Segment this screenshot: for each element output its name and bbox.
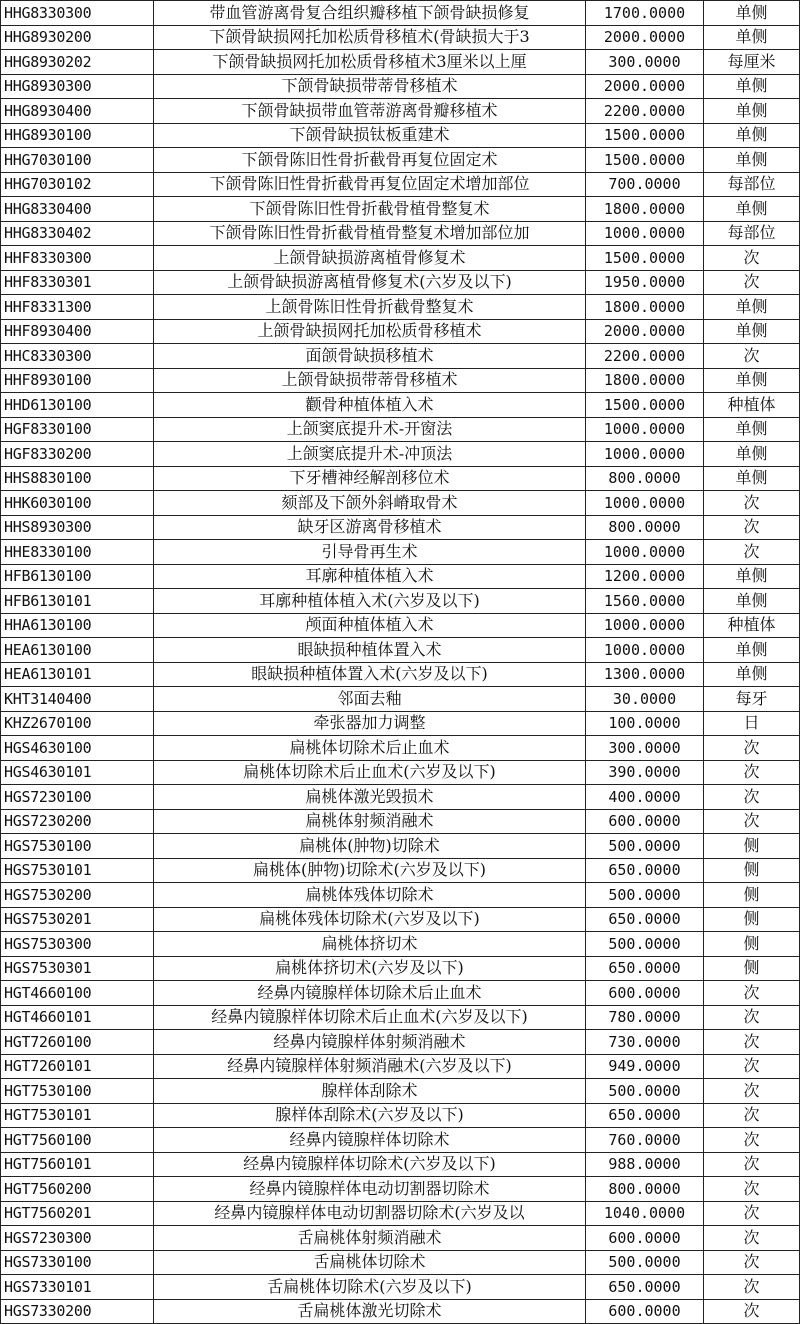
item-code-cell: HGT7260101	[1, 1054, 154, 1079]
item-code-cell: HHF8330300	[1, 246, 154, 271]
unit-cell: 次	[704, 1250, 800, 1275]
price-cell: 500.0000	[586, 834, 704, 859]
item-code-cell: HHK6030100	[1, 491, 154, 516]
item-code-cell: HGS7230200	[1, 809, 154, 834]
table-row	[1, 1152, 800, 1177]
price-cell: 1700.0000	[586, 1, 704, 26]
item-code-cell: HEA6130100	[1, 638, 154, 663]
table-row	[1, 221, 800, 246]
unit-cell: 侧	[704, 858, 800, 883]
unit-cell: 单侧	[704, 662, 800, 687]
unit-cell: 每部位	[704, 172, 800, 197]
item-name-cell: 上颌窦底提升术-开窗法	[154, 417, 586, 442]
price-cell: 100.0000	[586, 711, 704, 736]
price-cell: 1800.0000	[586, 368, 704, 393]
table-row	[1, 809, 800, 834]
item-code-cell: HGT7560200	[1, 1177, 154, 1202]
price-cell: 650.0000	[586, 907, 704, 932]
item-code-cell: HHD6130100	[1, 393, 154, 418]
unit-cell: 侧	[704, 883, 800, 908]
item-name-cell: 面颌骨缺损移植术	[154, 344, 586, 369]
item-code-cell: HHF8330301	[1, 270, 154, 295]
price-cell: 1500.0000	[586, 148, 704, 173]
table-row	[1, 1299, 800, 1324]
table-row	[1, 1103, 800, 1128]
table-row	[1, 197, 800, 222]
price-cell: 650.0000	[586, 956, 704, 981]
item-name-cell: 经鼻内镜腺样体切除术后止血术	[154, 981, 586, 1006]
item-code-cell: HHG8930202	[1, 50, 154, 75]
unit-cell: 侧	[704, 932, 800, 957]
table-row	[1, 540, 800, 565]
price-cell: 1200.0000	[586, 564, 704, 589]
price-cell: 30.0000	[586, 687, 704, 712]
item-name-cell: 邻面去釉	[154, 687, 586, 712]
item-name-cell: 缺牙区游离骨移植术	[154, 515, 586, 540]
price-cell: 700.0000	[586, 172, 704, 197]
unit-cell: 次	[704, 1030, 800, 1055]
item-name-cell: 经鼻内镜腺样体电动切割器切除术(六岁及以	[154, 1201, 586, 1226]
table-row	[1, 515, 800, 540]
table-row	[1, 1005, 800, 1030]
item-code-cell: HHG8930200	[1, 25, 154, 50]
unit-cell: 每牙	[704, 687, 800, 712]
price-cell: 650.0000	[586, 858, 704, 883]
price-cell: 2200.0000	[586, 344, 704, 369]
price-cell: 1040.0000	[586, 1201, 704, 1226]
table-row	[1, 981, 800, 1006]
item-code-cell: HGT7530100	[1, 1079, 154, 1104]
table-row	[1, 393, 800, 418]
table-row	[1, 638, 800, 663]
item-code-cell: HGS7230300	[1, 1226, 154, 1251]
table-row	[1, 74, 800, 99]
unit-cell: 次	[704, 1299, 800, 1324]
item-name-cell: 扁桃体(肿物)切除术(六岁及以下)	[154, 858, 586, 883]
price-cell: 1000.0000	[586, 638, 704, 663]
table-row	[1, 1030, 800, 1055]
table-row	[1, 1, 800, 26]
price-cell: 390.0000	[586, 760, 704, 785]
item-name-cell: 经鼻内镜腺样体射频消融术	[154, 1030, 586, 1055]
price-cell: 1000.0000	[586, 540, 704, 565]
unit-cell: 单侧	[704, 564, 800, 589]
item-name-cell: 下颌骨缺损钛板重建术	[154, 123, 586, 148]
table-row	[1, 368, 800, 393]
unit-cell: 次	[704, 1103, 800, 1128]
table-row	[1, 1177, 800, 1202]
item-code-cell: HHG7030100	[1, 148, 154, 173]
item-name-cell: 颏部及下颌外斜嵴取骨术	[154, 491, 586, 516]
unit-cell: 单侧	[704, 123, 800, 148]
item-code-cell: HGF8330100	[1, 417, 154, 442]
table-row	[1, 1079, 800, 1104]
item-name-cell: 舌扁桃体切除术	[154, 1250, 586, 1275]
item-name-cell: 扁桃体残体切除术(六岁及以下)	[154, 907, 586, 932]
item-name-cell: 腺样体刮除术	[154, 1079, 586, 1104]
item-code-cell: HGS7330200	[1, 1299, 154, 1324]
price-cell: 500.0000	[586, 883, 704, 908]
unit-cell: 单侧	[704, 1, 800, 26]
item-code-cell: HGS7530100	[1, 834, 154, 859]
table-row	[1, 1226, 800, 1251]
item-name-cell: 舌扁桃体射频消融术	[154, 1226, 586, 1251]
item-code-cell: HGF8330200	[1, 442, 154, 467]
table-row	[1, 1128, 800, 1153]
unit-cell: 侧	[704, 907, 800, 932]
item-code-cell: HGT7560101	[1, 1152, 154, 1177]
item-name-cell: 舌扁桃体切除术(六岁及以下)	[154, 1275, 586, 1300]
unit-cell: 次	[704, 760, 800, 785]
price-cell: 1500.0000	[586, 123, 704, 148]
price-cell: 1950.0000	[586, 270, 704, 295]
item-name-cell: 扁桃体(肿物)切除术	[154, 834, 586, 859]
price-cell: 300.0000	[586, 50, 704, 75]
price-cell: 2000.0000	[586, 74, 704, 99]
unit-cell: 单侧	[704, 319, 800, 344]
unit-cell: 次	[704, 270, 800, 295]
table-row	[1, 1275, 800, 1300]
table-row	[1, 270, 800, 295]
item-name-cell: 耳廓种植体植入术	[154, 564, 586, 589]
item-name-cell: 扁桃体切除术后止血术	[154, 736, 586, 761]
price-cell: 988.0000	[586, 1152, 704, 1177]
unit-cell: 次	[704, 1005, 800, 1030]
table-row	[1, 466, 800, 491]
price-cell: 2200.0000	[586, 99, 704, 124]
item-code-cell: HGS7530201	[1, 907, 154, 932]
table-row	[1, 883, 800, 908]
item-name-cell: 下颌骨缺损网托加松质骨移植术(骨缺损大于3	[154, 25, 586, 50]
price-cell: 600.0000	[586, 1226, 704, 1251]
table-row	[1, 148, 800, 173]
item-name-cell: 扁桃体激光毁损术	[154, 785, 586, 810]
item-code-cell: HGS7530300	[1, 932, 154, 957]
table-row	[1, 858, 800, 883]
table-row	[1, 956, 800, 981]
item-name-cell: 经鼻内镜腺样体切除术	[154, 1128, 586, 1153]
price-cell: 1800.0000	[586, 295, 704, 320]
item-name-cell: 颧骨种植体植入术	[154, 393, 586, 418]
item-code-cell: HGS4630101	[1, 760, 154, 785]
unit-cell: 种植体	[704, 613, 800, 638]
table-row	[1, 491, 800, 516]
table-row	[1, 1201, 800, 1226]
unit-cell: 次	[704, 1177, 800, 1202]
table-row	[1, 1054, 800, 1079]
unit-cell: 次	[704, 1079, 800, 1104]
unit-cell: 次	[704, 736, 800, 761]
price-cell: 949.0000	[586, 1054, 704, 1079]
table-row	[1, 736, 800, 761]
unit-cell: 单侧	[704, 25, 800, 50]
item-name-cell: 经鼻内镜腺样体电动切割器切除术	[154, 1177, 586, 1202]
item-name-cell: 眼缺损种植体置入术	[154, 638, 586, 663]
item-name-cell: 上颌骨缺损网托加松质骨移植术	[154, 319, 586, 344]
price-cell: 2000.0000	[586, 25, 704, 50]
table-row	[1, 1250, 800, 1275]
unit-cell: 单侧	[704, 295, 800, 320]
price-cell: 500.0000	[586, 1079, 704, 1104]
item-code-cell: HHG8330300	[1, 1, 154, 26]
item-name-cell: 上颌骨缺损带蒂骨移植术	[154, 368, 586, 393]
table-row	[1, 344, 800, 369]
item-code-cell: HGT7260100	[1, 1030, 154, 1055]
item-name-cell: 耳廓种植体植入术(六岁及以下)	[154, 589, 586, 614]
price-cell: 400.0000	[586, 785, 704, 810]
price-cell: 1000.0000	[586, 442, 704, 467]
item-code-cell: HHC8330300	[1, 344, 154, 369]
unit-cell: 次	[704, 1226, 800, 1251]
price-cell: 600.0000	[586, 1299, 704, 1324]
table-row	[1, 834, 800, 859]
item-code-cell: HGT4660101	[1, 1005, 154, 1030]
item-name-cell: 下颌骨陈旧性骨折截骨再复位固定术	[154, 148, 586, 173]
unit-cell: 侧	[704, 956, 800, 981]
price-cell: 2000.0000	[586, 319, 704, 344]
table-row	[1, 613, 800, 638]
table-row	[1, 123, 800, 148]
unit-cell: 单侧	[704, 466, 800, 491]
table-row	[1, 417, 800, 442]
price-cell: 800.0000	[586, 1177, 704, 1202]
unit-cell: 单侧	[704, 99, 800, 124]
item-code-cell: HGS7530101	[1, 858, 154, 883]
item-code-cell: HGS7330101	[1, 1275, 154, 1300]
table-row	[1, 172, 800, 197]
unit-cell: 次	[704, 540, 800, 565]
price-cell: 800.0000	[586, 515, 704, 540]
unit-cell: 次	[704, 1152, 800, 1177]
price-cell: 1560.0000	[586, 589, 704, 614]
table-row	[1, 295, 800, 320]
unit-cell: 单侧	[704, 368, 800, 393]
item-code-cell: HHA6130100	[1, 613, 154, 638]
price-cell: 760.0000	[586, 1128, 704, 1153]
table-row	[1, 442, 800, 467]
table-row	[1, 589, 800, 614]
item-name-cell: 上颌骨缺损游离植骨修复术(六岁及以下)	[154, 270, 586, 295]
table-row	[1, 785, 800, 810]
price-cell: 1000.0000	[586, 613, 704, 638]
price-cell: 800.0000	[586, 466, 704, 491]
unit-cell: 次	[704, 1201, 800, 1226]
unit-cell: 每厘米	[704, 50, 800, 75]
unit-cell: 单侧	[704, 197, 800, 222]
item-code-cell: HHF8930400	[1, 319, 154, 344]
item-code-cell: KHT3140400	[1, 687, 154, 712]
item-code-cell: HHG8930300	[1, 74, 154, 99]
item-name-cell: 上颌骨陈旧性骨折截骨整复术	[154, 295, 586, 320]
item-code-cell: HFB6130101	[1, 589, 154, 614]
unit-cell: 次	[704, 981, 800, 1006]
item-code-cell: HGT7560201	[1, 1201, 154, 1226]
item-code-cell: HGT7560100	[1, 1128, 154, 1153]
unit-cell: 单侧	[704, 148, 800, 173]
price-cell: 600.0000	[586, 981, 704, 1006]
item-name-cell: 经鼻内镜腺样体切除术(六岁及以下)	[154, 1152, 586, 1177]
item-name-cell: 下颌骨陈旧性骨折截骨植骨整复术增加部位加	[154, 221, 586, 246]
item-name-cell: 经鼻内镜腺样体切除术后止血术(六岁及以下)	[154, 1005, 586, 1030]
unit-cell: 单侧	[704, 589, 800, 614]
price-cell: 730.0000	[586, 1030, 704, 1055]
price-cell: 650.0000	[586, 1103, 704, 1128]
unit-cell: 每部位	[704, 221, 800, 246]
item-name-cell: 下颌骨缺损带蒂骨移植术	[154, 74, 586, 99]
table-row	[1, 907, 800, 932]
unit-cell: 种植体	[704, 393, 800, 418]
unit-cell: 次	[704, 785, 800, 810]
item-code-cell: HHG8930100	[1, 123, 154, 148]
item-name-cell: 上颌骨缺损游离植骨修复术	[154, 246, 586, 271]
price-cell: 500.0000	[586, 932, 704, 957]
item-name-cell: 经鼻内镜腺样体射频消融术(六岁及以下)	[154, 1054, 586, 1079]
item-code-cell: HGS7530200	[1, 883, 154, 908]
unit-cell: 次	[704, 246, 800, 271]
item-name-cell: 下颌骨缺损带血管蒂游离骨瓣移植术	[154, 99, 586, 124]
unit-cell: 次	[704, 809, 800, 834]
item-name-cell: 上颌窦底提升术-冲顶法	[154, 442, 586, 467]
unit-cell: 单侧	[704, 638, 800, 663]
item-name-cell: 下颌骨陈旧性骨折截骨再复位固定术增加部位	[154, 172, 586, 197]
item-code-cell: HEA6130101	[1, 662, 154, 687]
item-code-cell: HGT7530101	[1, 1103, 154, 1128]
unit-cell: 单侧	[704, 74, 800, 99]
item-name-cell: 腺样体刮除术(六岁及以下)	[154, 1103, 586, 1128]
item-code-cell: HHE8330100	[1, 540, 154, 565]
unit-cell: 日	[704, 711, 800, 736]
item-name-cell: 引导骨再生术	[154, 540, 586, 565]
item-code-cell: KHZ2670100	[1, 711, 154, 736]
table-row	[1, 760, 800, 785]
item-name-cell: 扁桃体挤切术	[154, 932, 586, 957]
unit-cell: 次	[704, 1275, 800, 1300]
table-row	[1, 932, 800, 957]
item-name-cell: 舌扁桃体激光切除术	[154, 1299, 586, 1324]
item-code-cell: HHS8830100	[1, 466, 154, 491]
item-code-cell: HHF8331300	[1, 295, 154, 320]
price-cell: 1000.0000	[586, 417, 704, 442]
item-code-cell: HHG7030102	[1, 172, 154, 197]
item-code-cell: HGS7530301	[1, 956, 154, 981]
table-row	[1, 687, 800, 712]
table-row	[1, 246, 800, 271]
item-name-cell: 眼缺损种植体置入术(六岁及以下)	[154, 662, 586, 687]
item-code-cell: HGS7230100	[1, 785, 154, 810]
item-code-cell: HFB6130100	[1, 564, 154, 589]
item-code-cell: HHG8330400	[1, 197, 154, 222]
item-name-cell: 牵张器加力调整	[154, 711, 586, 736]
table-row	[1, 319, 800, 344]
unit-cell: 次	[704, 515, 800, 540]
item-name-cell: 扁桃体射频消融术	[154, 809, 586, 834]
price-cell: 1500.0000	[586, 393, 704, 418]
item-name-cell: 扁桃体挤切术(六岁及以下)	[154, 956, 586, 981]
price-cell: 500.0000	[586, 1250, 704, 1275]
item-code-cell: HHG8330402	[1, 221, 154, 246]
item-name-cell: 扁桃体残体切除术	[154, 883, 586, 908]
unit-cell: 次	[704, 1128, 800, 1153]
item-name-cell: 带血管游离骨复合组织瓣移植下颌骨缺损修复	[154, 1, 586, 26]
table-row	[1, 662, 800, 687]
price-cell: 650.0000	[586, 1275, 704, 1300]
item-name-cell: 下颌骨缺损网托加松质骨移植术3厘米以上厘	[154, 50, 586, 75]
item-code-cell: HGS7330100	[1, 1250, 154, 1275]
table-row	[1, 99, 800, 124]
unit-cell: 次	[704, 1054, 800, 1079]
table-row	[1, 25, 800, 50]
item-code-cell: HHS8930300	[1, 515, 154, 540]
item-name-cell: 下颌骨陈旧性骨折截骨植骨整复术	[154, 197, 586, 222]
price-cell: 1800.0000	[586, 197, 704, 222]
unit-cell: 次	[704, 491, 800, 516]
price-cell: 1000.0000	[586, 491, 704, 516]
item-code-cell: HHF8930100	[1, 368, 154, 393]
price-cell: 1500.0000	[586, 246, 704, 271]
item-name-cell: 颅面种植体植入术	[154, 613, 586, 638]
item-name-cell: 下牙槽神经解剖移位术	[154, 466, 586, 491]
price-cell: 780.0000	[586, 1005, 704, 1030]
unit-cell: 侧	[704, 834, 800, 859]
price-cell: 1000.0000	[586, 221, 704, 246]
item-code-cell: HHG8930400	[1, 99, 154, 124]
unit-cell: 单侧	[704, 442, 800, 467]
table-body	[1, 1, 800, 1324]
unit-cell: 次	[704, 344, 800, 369]
item-code-cell: HGS4630100	[1, 736, 154, 761]
table-row	[1, 564, 800, 589]
price-cell: 1300.0000	[586, 662, 704, 687]
table-row	[1, 50, 800, 75]
table-row	[1, 711, 800, 736]
price-cell: 300.0000	[586, 736, 704, 761]
item-name-cell: 扁桃体切除术后止血术(六岁及以下)	[154, 760, 586, 785]
price-cell: 600.0000	[586, 809, 704, 834]
item-code-cell: HGT4660100	[1, 981, 154, 1006]
unit-cell: 单侧	[704, 417, 800, 442]
